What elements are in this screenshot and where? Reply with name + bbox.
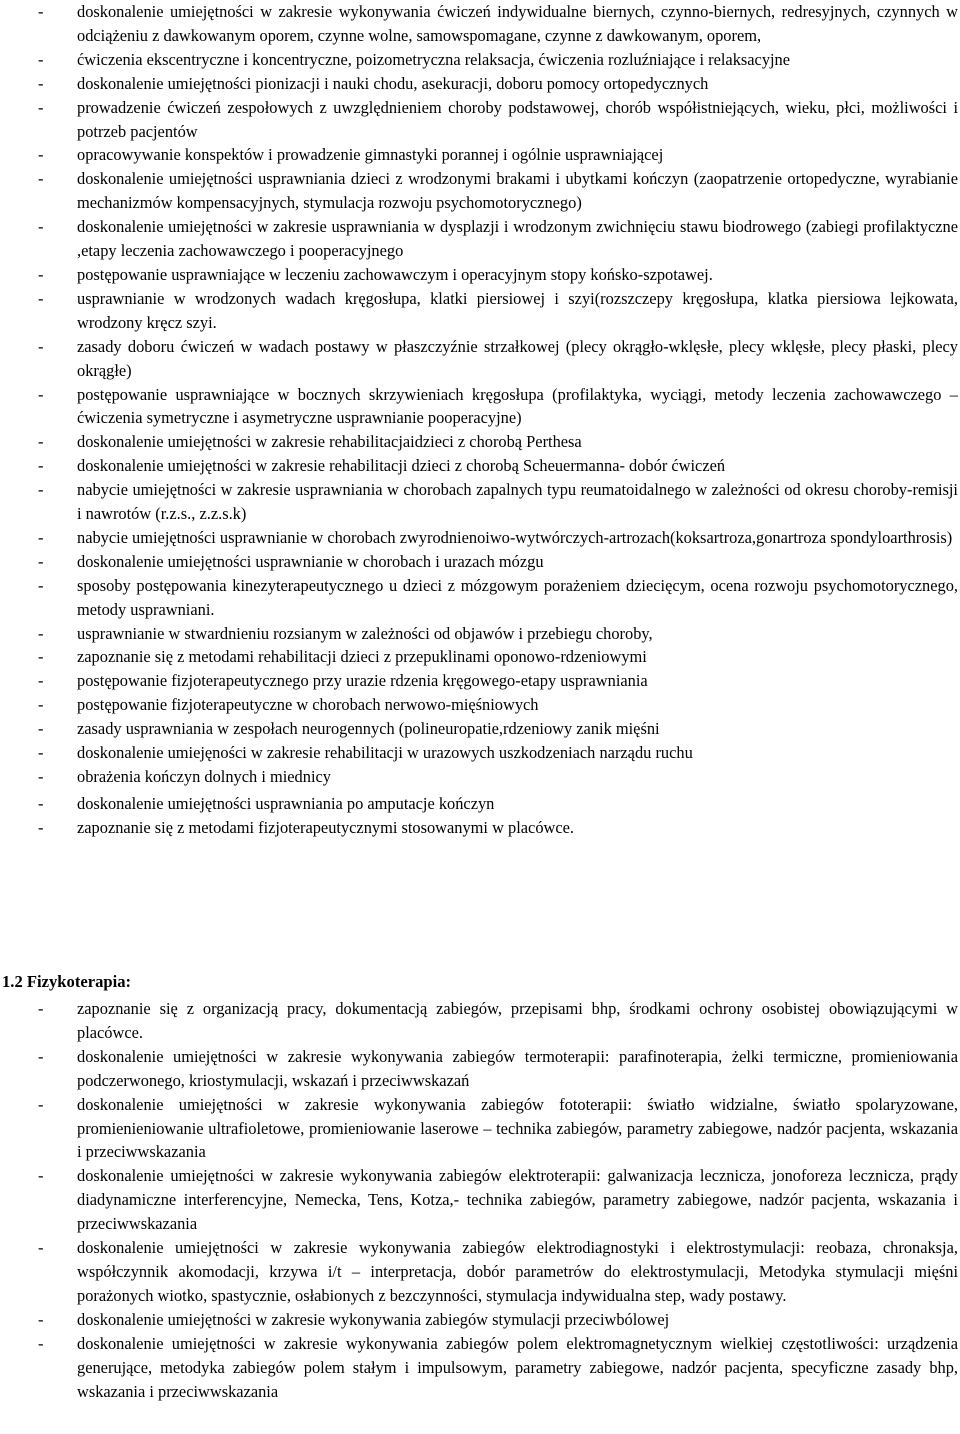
list-item-text: usprawnianie w stwardnieniu rozsianym w zależności od objawów i przebiegu choroby, [77,623,653,643]
list-item-text: doskonalenie umiejętności w zakresie wykonywania ćwiczeń indywidualne biernych, czynno-biernych, redresyjnych, czynnych w odciążeniu z dawkowanym oporem, czynne wolne, samowspomagane, czynne z dawkowanym, oporem, [77,2,958,45]
bullet-dash: - [38,793,44,813]
list-item [0,765,958,789]
bullet-dash: - [38,1309,44,1329]
bullet-dash: - [38,480,44,500]
list-item [0,48,958,72]
list-item [0,1164,958,1236]
bullet-dash: - [38,217,44,237]
list-item-text: doskonalenie umiejętności usprawnianie w chorobach i urazach mózgu [77,551,544,571]
list-item-text: nabycie umiejętności w zakresie usprawniania w chorobach zapalnych typu reumatoidalnego w zależności od okresu choroby-remisji i nawrotów (r.z.s., z.z.s.k) [77,480,958,524]
physiotherapy-skills-list [0,997,958,1403]
bullet-dash: - [38,719,44,739]
list-item [0,263,958,287]
bullet-dash: - [38,456,44,476]
bullet-dash: - [38,264,44,284]
bullet-dash: - [38,1046,44,1066]
list-item [0,167,958,215]
bullet-dash: - [38,145,44,165]
list-item [0,143,958,167]
list-item-text: doskonalenie umiejętności w zakresie wykonywania zabiegów polem elektromagnetycznym wielkiej częstotliwości: urządzenia generujące, metodyka zabiegów polem stałym i impulsowym, parametry zabiegowe, nadzór pacjenta, specyficzne zasady bhp, wskazania i przeciwwskazania [77,1333,958,1401]
list-item-text: doskonalenie umiejętności usprawniania dzieci z wrodzonymi brakami i ubytkami kończyn (zaopatrzenie ortopedyczne, wyrabianie mechanizmów kompensacyjnych, stymulacja rozwoju psychomotorycznego) [77,169,958,213]
bullet-dash: - [38,97,44,117]
bullet-dash: - [38,288,44,308]
list-item [0,430,958,454]
bullet-dash: - [38,384,44,404]
bullet-dash: - [38,527,44,547]
bullet-dash: - [38,1166,44,1186]
list-item [0,1045,958,1093]
list-item [0,574,958,622]
list-item [0,645,958,669]
list-item [0,741,958,765]
bullet-dash: - [38,1333,44,1353]
list-item-text: usprawnianie w wrodzonych wadach kręgosłupa, klatki piersiowej i szyi(rozszczepy kręgosłupa, klatka piersiowa lejkowata, wrodzony kręcz szyi. [77,288,958,332]
list-item [0,997,958,1045]
list-item-text: sposoby postępowania kinezyterapeutycznego u dzieci z mózgowym porażeniem dziecięcym, ocena rozwoju psychomotorycznego, metody usprawniani. [77,575,958,619]
list-item-text: doskonalenie umiejętności w zakresie usprawniania w dysplazji i wrodzonym zwichnięciu stawu biodrowego (zabiegi profilaktyczne ,etapy leczenia zachowawczego i pooperacyjnego [77,217,958,261]
bullet-dash: - [38,432,44,452]
list-item-text: zapoznanie się z metodami fizjoterapeutycznymi stosowanymi w placówce. [77,817,575,837]
list-item [0,383,958,431]
list-item [0,526,958,550]
list-item-text: prowadzenie ćwiczeń zespołowych z uwzględnieniem choroby podstawowej, chorób współistniejących, wieku, płci, możliwości i potrzeb pacjentów [77,97,958,141]
list-item-text: doskonalenie umiejętności w zakresie rehabilitacjaidzieci z chorobą Perthesa [77,432,582,452]
bullet-dash: - [38,73,44,93]
bullet-dash: - [38,1238,44,1258]
list-item [0,96,958,144]
list-item-text: zasady usprawniania w zespołach neurogennych (polineuropatie,rdzeniowy zanik mięśni [77,719,660,739]
list-item-text: doskonalenie umiejętności w zakresie wykonywania zabiegów fototerapii: światło widzialne, światło spolaryzowane, promienieniowanie ultrafioletowe, promieniowanie laserowe – technika zabiegów, parametry zabiegowe, nadzór pacjenta, wskazania i przeciwwskazania [77,1094,958,1162]
bullet-dash: - [38,817,44,837]
bullet-dash: - [38,551,44,571]
section-heading-physiotherapy: 1.2 Fizykoterapia: [2,972,132,991]
list-item-text: doskonalenie umiejęności w zakresie rehabilitacji w urazowych uszkodzeniach narządu ruchu [77,743,693,763]
list-item [0,622,958,646]
list-item-text: doskonalenie umiejętności pionizacji i nauki chodu, asekuracji, doboru pomocy ortopedycznych [77,73,709,93]
bullet-dash: - [38,169,44,189]
list-item-text: postępowanie fizjoterapeutycznego przy urazie rdzenia kręgowego-etapy usprawniania [77,671,648,691]
bullet-dash: - [38,743,44,763]
list-item [0,215,958,263]
list-item [0,72,958,96]
list-item-text: doskonalenie umiejętności usprawniania po amputacje kończyn [77,793,495,813]
list-item-text: zapoznanie się z organizacją pracy, dokumentacją zabiegów, przepisami bhp, środkami ochrony osobistej obowiązującymi w placówce. [77,999,958,1042]
bullet-dash: - [38,336,44,356]
list-item-text: postępowanie usprawniające w leczeniu zachowawczym i operacyjnym stopy końsko-szpotawej. [77,264,713,284]
list-item [0,717,958,741]
list-item-text: doskonalenie umiejętności w zakresie wykonywania zabiegów stymulacji przeciwbólowej [77,1309,670,1329]
list-item [0,287,958,335]
list-item-text: doskonalenie umiejętności w zakresie rehabilitacji dzieci z chorobą Scheuermanna- dobór ćwiczeń [77,456,726,476]
list-item [0,1236,958,1308]
list-item [0,0,958,48]
list-item-text: zasady doboru ćwiczeń w wadach postawy w płaszczyźnie strzałkowej (plecy okrągło-wklęsłe, plecy wklęsłe, plecy płaski, plecy okrągłe) [77,336,958,380]
bullet-dash: - [38,623,44,643]
list-item-text: postępowanie fizjoterapeutyczne w chorobach nerwowo-mięśniowych [77,695,539,715]
bullet-dash: - [38,999,44,1018]
list-item [0,792,958,816]
list-item [0,693,958,717]
list-item-text: doskonalenie umiejętności w zakresie wykonywania zabiegów elektrodiagnostyki i elektrostymulacji: reobaza, chronaksja, współczynnik akomodacji, krzywa i/t – interpretacja, dobór parametrów do elektrostymulacji, Metodyka stymulacji mięśni porażonych wiotko, spastycznie, osłabionych z bezczynności, stymulacja indywidualna step, wady postawy. [77,1238,958,1305]
list-item [0,335,958,383]
bullet-dash: - [38,767,44,786]
list-item [0,1093,958,1165]
bullet-dash: - [38,695,44,715]
list-item [0,454,958,478]
list-item-text: opracowywanie konspektów i prowadzenie gimnastyki porannej i ogólnie usprawniającej [77,145,664,165]
list-item-text: postępowanie usprawniające w bocznych skrzywieniach kręgosłupa (profilaktyka, wyciągi, metody leczenia zachowawczego –ćwiczenia symetryczne i asymetryczne usprawnianie pooperacyjne) [77,384,958,428]
list-item [0,669,958,693]
bullet-dash: - [38,1094,44,1114]
bullet-dash: - [38,575,44,595]
bullet-dash: - [38,671,44,691]
bullet-dash: - [38,49,44,69]
bullet-dash: - [38,647,44,667]
list-item [0,478,958,526]
list-item [0,816,958,840]
list-item [0,550,958,574]
list-item [0,1332,958,1404]
list-item-text: zapoznanie się z metodami rehabilitacji dzieci z przepuklinami oponowo-rdzeniowymi [77,647,647,667]
list-item [0,1308,958,1332]
list-item-text: obrażenia kończyn dolnych i miednicy [77,767,331,786]
list-item-text: nabycie umiejętności usprawnianie w chorobach zwyrodnienoiwo-wytwórczych-artrozach(koksartroza,gonartroza spondyloarthrosis) [77,527,953,547]
list-item-text: doskonalenie umiejętności w zakresie wykonywania zabiegów elektroterapii: galwanizacja lecznicza, jonoforeza lecznicza, prądy diadynamiczne interferencyjne, Nemecka, Tens, Kotza,- technika zabiegów, parametry zabiegowe, nadzór pacjenta, wskazania i przeciwwskazania [77,1166,958,1234]
bullet-dash: - [38,2,44,21]
list-item-text: doskonalenie umiejętności w zakresie wykonywania zabiegów termoterapii: parafinoterapia, żelki termiczne, promieniowania podczerwonego, kriostymulacji, wskazań i przeciwwskazań [77,1046,958,1090]
list-item-text: ćwiczenia ekscentryczne i koncentryczne, poizometryczna relaksacja, ćwiczenia rozluźniające i relaksacyjne [77,49,791,69]
